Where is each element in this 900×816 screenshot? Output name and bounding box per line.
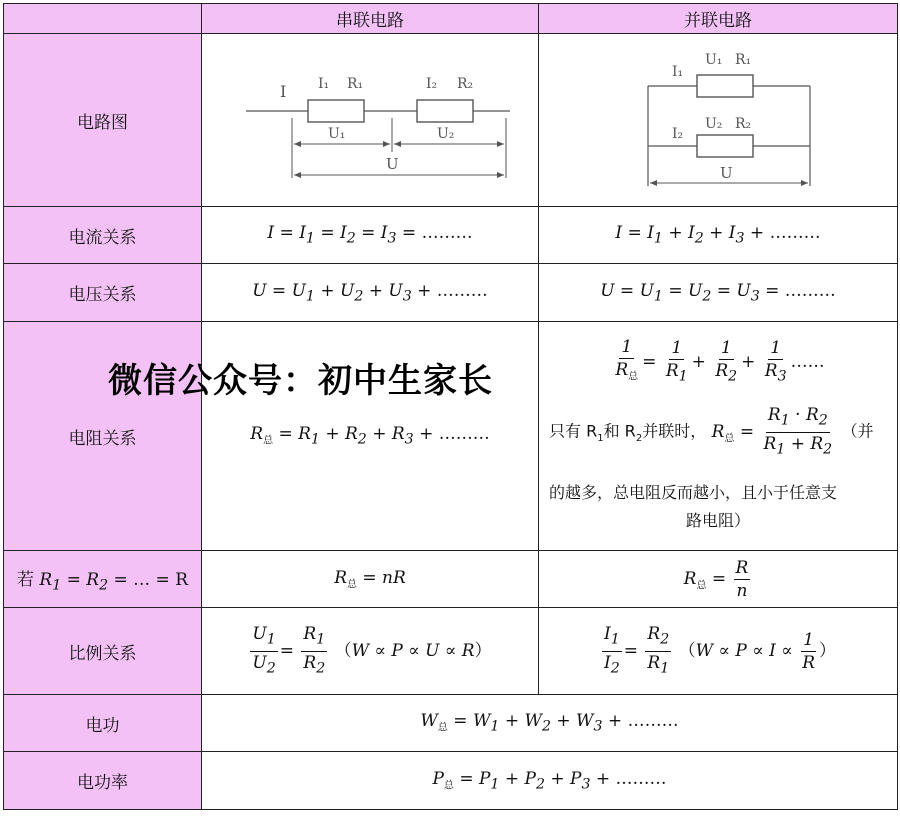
svg-text:R₁: R₁ <box>347 75 364 92</box>
series-circuit-cell <box>202 34 539 207</box>
svg-text:U₂: U₂ <box>705 115 723 132</box>
row-label-current: 电流关系 <box>4 207 202 264</box>
row-label-voltage: 电压关系 <box>4 264 202 322</box>
svg-text:U₁: U₁ <box>328 125 346 142</box>
svg-text:R₁: R₁ <box>735 51 752 68</box>
header-parallel: 并联电路 <box>539 4 898 34</box>
svg-text:U₁: U₁ <box>705 51 723 68</box>
row-label-power: 电功率 <box>4 752 202 810</box>
parallel-circuit-cell <box>539 34 898 207</box>
svg-text:I₁: I₁ <box>672 63 684 80</box>
svg-text:U₂: U₂ <box>437 125 455 142</box>
svg-text:I: I <box>280 81 287 101</box>
row-label-diagram: 电路图 <box>4 34 202 207</box>
parallel-resistance-explanation-end: 路电阻） <box>685 511 750 531</box>
parallel-current-formula: $I = I_1 + I_2 + I_3$ + ……… <box>539 207 898 264</box>
svg-text:U: U <box>720 163 733 182</box>
svg-text:I₂: I₂ <box>426 75 438 92</box>
row-label-ratio: 比例关系 <box>4 608 202 695</box>
watermark-text: 微信公众号：初中生家长 <box>108 361 493 401</box>
svg-text:I₂: I₂ <box>672 125 684 142</box>
row-label-resistance: 电阻关系 <box>4 322 202 551</box>
series-voltage-formula: $U = U_1 + U_2 + U_3$ + ……… <box>202 264 539 322</box>
parallel-resistance-explanation: 的越多，总电阻反而越小，且小于任意支 <box>549 483 838 503</box>
comparison-table <box>3 3 898 810</box>
work-formula: $W_总 = W_1 + W_2 + W_3$ + ……… <box>202 695 898 752</box>
parallel-equal-resistance-formula: $R_总$ = $\frac{R}{n}$ <box>539 551 898 608</box>
parallel-ratio-formula: $\frac{I_1}{I_2}$ = $\frac{R_2}{R_1}$ （W ∝ P ∝ I ∝ $\frac{1}{R}$ ） <box>539 608 898 695</box>
series-ratio-formula: $\frac{U_1}{U_2}$ = $\frac{R_1}{R_2}$ （W ∝ P ∝ U ∝ R） <box>202 608 539 695</box>
parallel-resistance-cell <box>539 322 898 551</box>
row-label-work: 电功 <box>4 695 202 752</box>
parallel-two-resistor-note: 只有 $R_1$和 $R_2$并联时， $R_总$ = $\frac{R_1 \cdot R_2}{R_1 + R_2}$ （并 <box>549 405 874 458</box>
power-formula: $P_总 = P_1 + P_2 + P_3$ + ……… <box>202 752 898 810</box>
row-label-equal-resistance: 若 $R_1 = R_2$ = … = R <box>4 551 202 608</box>
series-equal-resistance-formula: $R_总$ = nR <box>202 551 539 608</box>
series-resistance-formula: $R_总 = R_1 + R_2 + R_3$ + ……… <box>202 322 539 551</box>
svg-text:R₂: R₂ <box>735 115 752 132</box>
parallel-circuit-diagram <box>618 38 818 198</box>
header-empty <box>4 4 202 34</box>
header-series: 串联电路 <box>202 4 539 34</box>
series-current-formula: $I = I_1 = I_2 = I_3$ = ……… <box>202 207 539 264</box>
parallel-voltage-formula: $U = U_1 = U_2 = U_3$ = ……… <box>539 264 898 322</box>
svg-text:U: U <box>386 154 399 173</box>
svg-text:I₁: I₁ <box>318 75 330 92</box>
series-circuit-diagram <box>220 48 520 188</box>
svg-text:R₂: R₂ <box>457 75 474 92</box>
parallel-reciprocal-formula: $\frac{1}{R_总}$ = $\frac{1}{R_1}$ + $\frac{1}{R_2}$ + $\frac{1}{R_3}$ …… <box>615 337 825 385</box>
